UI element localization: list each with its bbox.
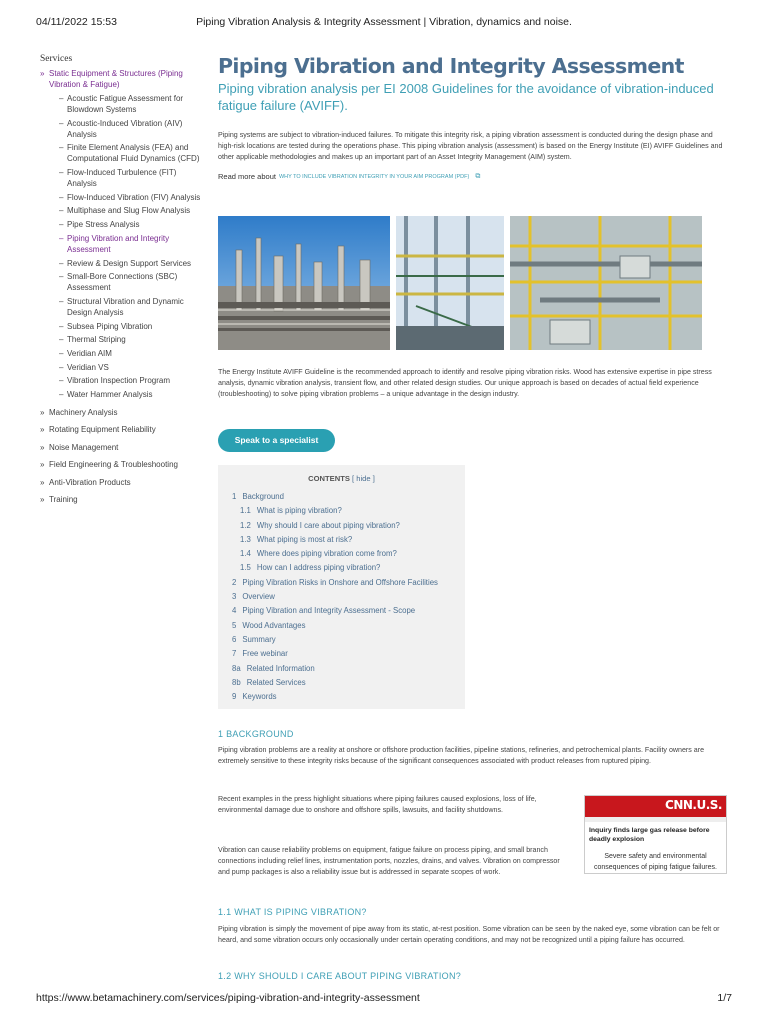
sidebar-subitem[interactable] bbox=[59, 205, 204, 216]
page-title: Piping Vibration and Integrity Assessment bbox=[218, 54, 684, 78]
sidebar-subitem-label: Veridian AIM bbox=[67, 348, 112, 358]
chevron-right-icon: » bbox=[40, 495, 45, 504]
toc-item[interactable] bbox=[218, 690, 465, 704]
dash-bullet: – bbox=[59, 258, 64, 268]
toc-item-number: 1.4 bbox=[240, 549, 251, 559]
news-headline: Inquiry finds large gas release before deadly explosion bbox=[589, 827, 710, 843]
sidebar-category[interactable] bbox=[40, 494, 204, 505]
toc-item-number: 9 bbox=[232, 692, 237, 702]
toc-item-label: Keywords bbox=[242, 692, 277, 702]
chevron-right-icon: » bbox=[40, 442, 45, 452]
toc-item[interactable] bbox=[218, 590, 465, 604]
sidebar-subitem[interactable] bbox=[59, 167, 204, 189]
toc-item[interactable] bbox=[218, 504, 465, 518]
background-paragraph-1: Piping vibration problems are a reality at onshore or offshore production facilities, pipeline stations, refineries, and petrochemical plants. Facility owners are extremely sensitive to these integrity risks because of the significant consequences associated with product releases from ruptured piping. bbox=[218, 746, 705, 765]
news-clipping-figure bbox=[584, 795, 727, 874]
toc-header bbox=[218, 474, 465, 483]
sidebar-subitem[interactable] bbox=[59, 93, 204, 115]
sidebar-subitem[interactable] bbox=[59, 296, 204, 318]
print-url: https://www.betamachinery.com/services/piping-vibration-and-integrity-assessment bbox=[36, 992, 420, 1004]
sidebar-subitem-label: Structural Vibration and Dynamic Design Analysis bbox=[67, 296, 184, 317]
toc-item-number: 6 bbox=[232, 634, 237, 644]
toc-item[interactable] bbox=[218, 604, 465, 618]
sidebar-category[interactable] bbox=[40, 459, 204, 470]
dash-bullet: – bbox=[59, 94, 64, 103]
sidebar-subitem-label: Small-Bore Connections (SBC) Assessment bbox=[67, 272, 178, 293]
chevron-down-icon: » bbox=[40, 69, 45, 78]
sidebar-subitem-label: Finite Element Analysis (FEA) and Computational Fluid Dynamics (CFD) bbox=[67, 143, 200, 164]
sidebar-category[interactable] bbox=[40, 442, 204, 453]
toc-item-number: 3 bbox=[232, 592, 237, 602]
table-of-contents bbox=[218, 465, 465, 709]
section-heading-background: 1 BACKGROUND bbox=[218, 729, 294, 739]
toc-item[interactable] bbox=[218, 576, 465, 590]
sidebar-subitem[interactable] bbox=[59, 389, 204, 400]
dash-bullet: – bbox=[59, 143, 64, 153]
toc-item[interactable] bbox=[218, 619, 465, 633]
refinery-photo bbox=[218, 216, 390, 350]
toc-item[interactable] bbox=[218, 647, 465, 661]
toc-title: CONTENTS bbox=[308, 474, 350, 483]
main-content bbox=[218, 54, 730, 981]
sidebar-subitem[interactable] bbox=[59, 192, 204, 203]
dash-bullet: – bbox=[59, 376, 64, 386]
sidebar-subitem[interactable] bbox=[59, 321, 204, 332]
print-footer bbox=[36, 992, 732, 1006]
toc-item-label: Why should I care about piping vibration? bbox=[256, 520, 400, 530]
sidebar-subitem[interactable] bbox=[59, 334, 204, 345]
sidebar-subitems bbox=[59, 93, 204, 400]
background-paragraph-3: Vibration can cause reliability problems on equipment, fatigue failure on process piping, and small branch connections including relief lines, instrumentation ports, nozzles, drains, and valves. Vibration on compressor and pump packages is also a reliability issue but is addressed in separate scopes of work. bbox=[218, 846, 560, 876]
toc-item-label: Related Information bbox=[246, 663, 315, 673]
sidebar-subitem[interactable] bbox=[59, 375, 204, 386]
sidebar-subitem-label: Review & Design Support Services bbox=[67, 258, 192, 268]
sidebar-subitem[interactable] bbox=[59, 258, 204, 269]
chevron-right-icon: » bbox=[40, 425, 45, 434]
sidebar-subitem-label: Pipe Stress Analysis bbox=[67, 220, 140, 230]
sidebar-category-label: Anti-Vibration Products bbox=[49, 477, 131, 487]
toc-item-label: Piping Vibration and Integrity Assessment - Scope bbox=[242, 606, 416, 616]
toc-item-number: 1.2 bbox=[240, 520, 251, 530]
toc-item-number: 5 bbox=[232, 620, 237, 630]
toc-item-number: 1.5 bbox=[240, 563, 251, 573]
sidebar-subitem-label: Piping Vibration and Integrity Assessment bbox=[67, 233, 170, 254]
toc-item-number: 1.1 bbox=[240, 506, 251, 516]
toc-item-number: 8b bbox=[232, 677, 241, 687]
sidebar-subitem[interactable] bbox=[59, 233, 204, 255]
sidebar-category-label: Static Equipment & Structures (Piping Vibration & Fatigue) bbox=[49, 69, 183, 89]
toc-item-label: Piping Vibration Risks in Onshore and Offshore Facilities bbox=[242, 577, 438, 587]
section-heading-why-care: 1.2 WHY SHOULD I CARE ABOUT PIPING VIBRATION? bbox=[218, 971, 462, 981]
toc-item[interactable] bbox=[218, 561, 465, 575]
dash-bullet: – bbox=[59, 272, 64, 282]
toc-item-label: Free webinar bbox=[242, 649, 288, 659]
sidebar-category[interactable] bbox=[40, 424, 204, 435]
toc-item-number: 8a bbox=[232, 663, 241, 673]
sidebar-subitem-label: Multiphase and Slug Flow Analysis bbox=[67, 206, 191, 216]
sidebar-category[interactable] bbox=[40, 407, 204, 418]
sidebar-category[interactable] bbox=[40, 477, 204, 488]
dash-bullet: – bbox=[59, 206, 64, 216]
sidebar-subitem-label: Water Hammer Analysis bbox=[67, 390, 153, 399]
dash-bullet: – bbox=[59, 348, 64, 358]
photo-strip bbox=[218, 216, 702, 350]
toc-item[interactable] bbox=[218, 519, 465, 533]
toc-item-label: What piping is most at risk? bbox=[256, 534, 353, 544]
toc-item-label: Background bbox=[242, 492, 284, 501]
sidebar-subitem-label: Flow-Induced Turbulence (FIT) Analysis bbox=[67, 168, 177, 189]
dash-bullet: – bbox=[59, 335, 64, 345]
toc-item-label: Wood Advantages bbox=[242, 620, 306, 630]
sidebar-subitem-label: Acoustic-Induced Vibration (AIV) Analysis bbox=[67, 118, 183, 139]
sidebar-subitem[interactable] bbox=[59, 348, 204, 359]
chevron-right-icon: » bbox=[40, 460, 45, 469]
news-caption: Severe safety and environmental consequences of piping fatigue failures. bbox=[594, 853, 717, 871]
intro-paragraph: Piping systems are subject to vibration-induced failures. To mitigate this integrity risk, a piping vibration assessment is conducted during the design phase and high-risk locations are tested during the operations phase. This piping vibration analysis (assessment) is based on the Energy Institute (EI) AVIFF Guidelines and other applicable methodologies and makes up an important part of an Asset Integrity Management (AIM) system. bbox=[218, 131, 723, 161]
toc-item-label: How can I address piping vibration? bbox=[256, 563, 381, 573]
toc-item[interactable] bbox=[218, 676, 465, 690]
speak-to-specialist-button[interactable]: Speak to a specialist bbox=[218, 429, 335, 452]
toc-item-number: 1.3 bbox=[240, 534, 251, 544]
print-header bbox=[36, 16, 732, 30]
chevron-right-icon: » bbox=[40, 477, 45, 487]
toc-item-number: 2 bbox=[232, 577, 237, 587]
dash-bullet: – bbox=[59, 118, 64, 128]
toc-item-number: 4 bbox=[232, 606, 237, 616]
sidebar-category-label: Noise Management bbox=[49, 442, 119, 452]
print-page-title: Piping Vibration Analysis & Integrity Assessment | Vibration, dynamics and noise. bbox=[196, 16, 572, 28]
print-timestamp: 04/11/2022 15:53 bbox=[36, 16, 117, 28]
sidebar-subitem[interactable] bbox=[59, 142, 204, 164]
dash-bullet: – bbox=[59, 233, 64, 243]
section-heading-what-is: 1.1 WHAT IS PIPING VIBRATION? bbox=[218, 907, 367, 917]
dash-bullet: – bbox=[59, 321, 64, 331]
dash-bullet: – bbox=[59, 220, 64, 230]
sidebar-title: Services bbox=[40, 54, 73, 64]
toc-hide-toggle[interactable]: [ hide ] bbox=[352, 474, 375, 483]
news-header-bar bbox=[585, 796, 726, 817]
sidebar-subitem[interactable] bbox=[59, 271, 204, 293]
dash-bullet: – bbox=[59, 296, 64, 306]
sidebar-subitem[interactable] bbox=[59, 219, 204, 230]
toc-list bbox=[218, 490, 465, 704]
external-link-icon[interactable]: ⧉ bbox=[475, 172, 481, 180]
sidebar-subitem-label: Acoustic Fatigue Assessment for Blowdown Systems bbox=[67, 94, 184, 114]
toc-item-label: Overview bbox=[242, 592, 275, 602]
sidebar-subitem-label: Subsea Piping Vibration bbox=[67, 321, 153, 331]
toc-item-number: 1 bbox=[232, 492, 237, 501]
background-paragraph-2: Recent examples in the press highlight situations where piping failures caused explosions, loss of life, environmental damage due to onshore and offshore spills, lawsuits, and facility shutdowns. bbox=[218, 795, 537, 814]
offshore-platform-photo bbox=[510, 216, 702, 350]
sidebar-category-static-equipment[interactable] bbox=[40, 68, 204, 90]
toc-item-label: Where does piping vibration come from? bbox=[256, 549, 397, 559]
dash-bullet: – bbox=[59, 168, 64, 178]
sidebar-categories bbox=[40, 407, 204, 506]
toc-item[interactable] bbox=[218, 547, 465, 561]
sidebar-subitem-label: Vibration Inspection Program bbox=[67, 376, 171, 386]
toc-item-number: 7 bbox=[232, 649, 237, 659]
read-more-link[interactable]: WHY TO INCLUDE VIBRATION INTEGRITY IN YOUR AIM PROGRAM (PDF) bbox=[278, 173, 470, 180]
page-subtitle: Piping vibration analysis per EI 2008 Guidelines for the avoidance of vibration-induced fatigue failure (AVIFF). bbox=[218, 81, 714, 113]
toc-item-label: Related Services bbox=[246, 677, 306, 687]
toc-item-label: What is piping vibration? bbox=[256, 506, 342, 516]
pipe-rack-photo bbox=[396, 216, 504, 350]
news-logo: CNN.U.S. bbox=[665, 798, 722, 812]
toc-item[interactable] bbox=[218, 662, 465, 676]
services-sidebar bbox=[40, 54, 204, 505]
toc-item[interactable] bbox=[218, 490, 465, 504]
sidebar-category-label: Machinery Analysis bbox=[49, 407, 118, 417]
toc-item[interactable] bbox=[218, 633, 465, 647]
read-more bbox=[218, 172, 730, 181]
dash-bullet: – bbox=[59, 362, 64, 372]
toc-item-label: Summary bbox=[242, 634, 276, 644]
what-is-paragraph: Piping vibration is simply the movement of pipe away from its static, at-rest position. Some vibration can be seen by the naked eye, some vibration can be felt or heard, and some vibration occurs only occasionally under certain operating conditions, and may not be recognized until a piping failure has occurred. bbox=[218, 925, 720, 944]
print-page-number: 1/7 bbox=[717, 992, 732, 1004]
aviff-paragraph: The Energy Institute AVIFF Guideline is the recommended approach to identify and resolve piping vibration risks. Wood has extensive expertise in pipe stress analysis, dynamic vibration analysis, transient flow, and other related design studies. Our unique approach is based on decades of actual field experience (troubleshooting) to solve piping vibration problems – a unique advantage in the design industry. bbox=[218, 368, 712, 398]
read-more-label: Read more about bbox=[218, 172, 276, 181]
sidebar-subitem[interactable] bbox=[59, 362, 204, 373]
sidebar-subitem-label: Flow-Induced Vibration (FIV) Analysis bbox=[67, 192, 201, 202]
sidebar-category-label: Rotating Equipment Reliability bbox=[49, 425, 156, 434]
sidebar-category-label: Training bbox=[49, 495, 78, 504]
sidebar-subitem-label: Veridian VS bbox=[67, 362, 109, 372]
toc-item[interactable] bbox=[218, 533, 465, 547]
sidebar-subitem[interactable] bbox=[59, 118, 204, 140]
sidebar-category-label: Field Engineering & Troubleshooting bbox=[49, 460, 178, 469]
chevron-right-icon: » bbox=[40, 407, 45, 417]
dash-bullet: – bbox=[59, 192, 64, 202]
dash-bullet: – bbox=[59, 390, 64, 399]
sidebar-subitem-label: Thermal Striping bbox=[67, 335, 126, 345]
